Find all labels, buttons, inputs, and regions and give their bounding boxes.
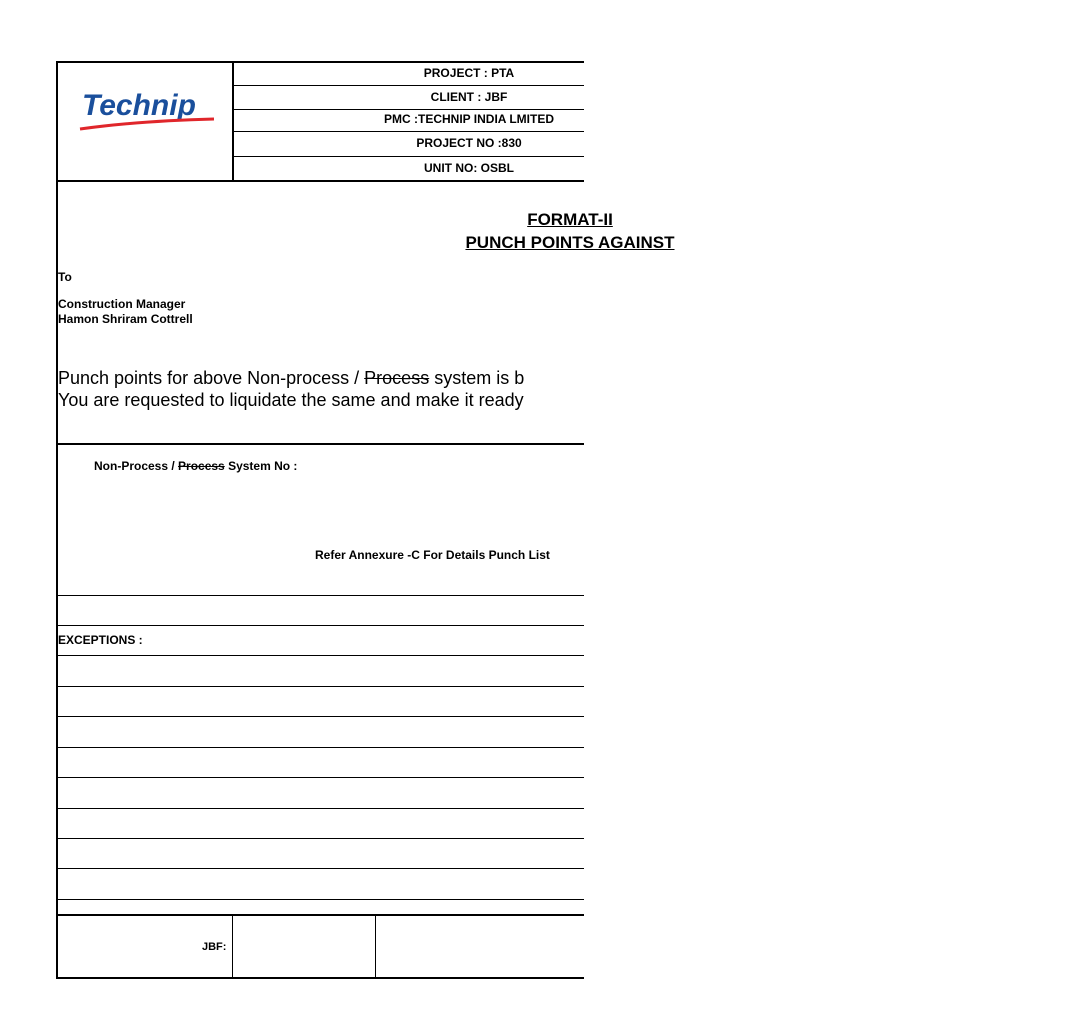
row-rule-4 — [56, 686, 584, 687]
address-line-2: Hamon Shriram Cottrell — [58, 312, 193, 326]
frame-bottom-border — [56, 977, 584, 979]
header-pmc: PMC :TECHNIP INDIA LMITED — [384, 112, 554, 126]
second-signature-cell[interactable] — [379, 919, 579, 975]
frame-left-border — [56, 61, 58, 979]
header-project: PROJECT : PTA — [423, 66, 515, 80]
row-rule-11 — [56, 899, 584, 900]
system-no-label — [94, 459, 297, 473]
body-line-1-end: system is b — [429, 368, 525, 388]
system-no-label-start: Non-Process / — [94, 459, 179, 473]
logo-wordmark: Technip — [82, 89, 196, 122]
jbf-signature-cell[interactable] — [236, 919, 372, 975]
body-line-1-start: Punch points for above Non-process / — [58, 368, 365, 388]
body-line-1 — [58, 368, 524, 389]
row-rule-9 — [56, 838, 584, 839]
row-rule-2 — [56, 625, 584, 626]
row-rule-8 — [56, 808, 584, 809]
footer-divider-2 — [375, 915, 376, 978]
header-unit-no: UNIT NO: OSBL — [424, 161, 514, 175]
row-rule-1 — [56, 595, 584, 596]
row-rule-10 — [56, 868, 584, 869]
header-client: CLIENT : JBF — [430, 90, 508, 104]
row-rule-5 — [56, 716, 584, 717]
row-rule-3 — [56, 655, 584, 656]
exceptions-label: EXCEPTIONS : — [58, 633, 143, 647]
address-line-1: Construction Manager — [58, 297, 186, 311]
footer-divider-1 — [232, 915, 233, 978]
system-no-label-end: System No : — [224, 459, 298, 473]
system-no-label-strike: Process — [178, 459, 225, 473]
body-line-1-strike: Process — [364, 368, 430, 388]
row-rule-6 — [56, 747, 584, 748]
header-bottom-rule — [56, 180, 584, 182]
body-bottom-rule — [56, 443, 584, 445]
form-title: FORMAT-II — [527, 210, 613, 229]
row-rule-7 — [56, 777, 584, 778]
punch-form-sheet — [56, 61, 675, 979]
body-line-2: You are requested to liquidate the same and make it ready — [58, 390, 524, 410]
footer-jbf-label: JBF: — [202, 941, 227, 953]
form-subtitle: PUNCH POINTS AGAINST — [465, 233, 675, 252]
header-project-no: PROJECT NO :830 — [416, 136, 522, 150]
to-label: To — [58, 270, 72, 284]
footer-top-rule — [56, 914, 584, 916]
refer-annexure-text: Refer Annexure -C For Details Punch List — [315, 548, 550, 562]
technip-logo — [78, 83, 218, 133]
